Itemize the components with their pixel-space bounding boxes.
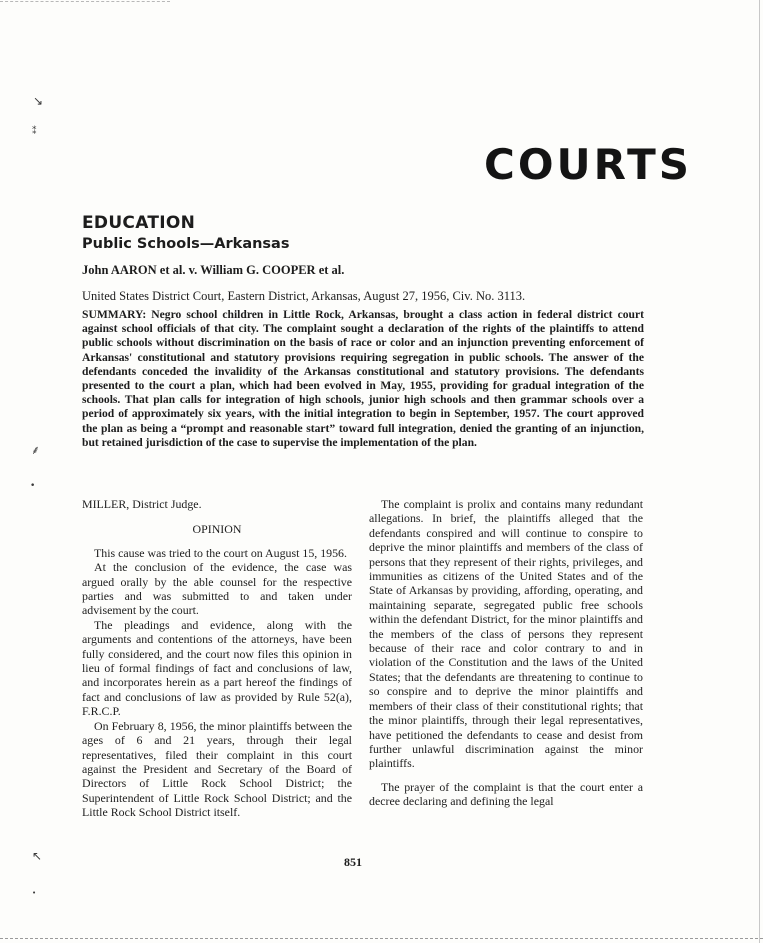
page-edge-line [759, 0, 760, 943]
opinion-paragraph: The prayer of the complaint is that the court enter a decree declaring and defining the legal [369, 779, 643, 809]
opinion-right-column [369, 497, 643, 809]
case-title: John AARON et al. v. William G. COOPER et al. [82, 263, 345, 277]
opinion-paragraph: At the conclusion of the evidence, the case was argued orally by the able counsel for the respective parties and was submitted to and taken under advisement by the court. [82, 560, 352, 618]
case-summary: SUMMARY: Negro school children in Little Rock, Arkansas, brought a class action in federal district court against school officials of that city. The complaint sought a declaration of the rights of the plaintiffs to attend public schools without discrimination on the basis of race or color and an injunction preventing enforcement of Arkansas' constitutional and statutory provisions requiring segregation in public schools. The answer of the defendants conceded the invalidity of the Arkansas constitutional and statutory provisions. The defendants presented to the court a plan, which had been evolved in May, 1955, providing for gradual integration of the schools. That plan calls for integration of high schools, junior high schools and then grammar schools over a period of approximately six years, with the initial integration to begin in September, 1957. The court approved the plan as being a “prompt and reasonable start” toward full integration, denied the granting of an injunction, but retained jurisdiction of the case to supervise the implementation of the plan. [82, 308, 644, 449]
scan-mark: • [30, 481, 36, 491]
opinion-paragraph: The complaint is prolix and contains many redundant allegations. In brief, the plaintiffs alleged that the defendants conspired and will continue to conspire to deprive the minor plaintiffs and members of the class of persons that they represent of their rights, privileges, and immunities as citizens of the United States and of the State of Arkansas by providing, affording, operating, and maintaining separate, segregated public free schools within the defendant District, for the minor plaintiffs and the members of the class of persons they represent because of their race and color contrary to and in violation of the Constitution and the laws of the United States; that the defendants are threatening to continue to so conspire and to deprive the minor plaintiffs and members of their class of their constitutional rights; that the minor plaintiffs, through their legal representatives, have petitioned the defendants to cease and desist from further unlawful discrimination against the minor plaintiffs. [369, 497, 643, 771]
opinion-paragraph: The pleadings and evidence, along with the arguments and contentions of the attorneys, have been fully considered, and the court now files this opinion in lieu of formal findings of fact and conclusions of law, and incorporates herein as a part hereof the findings of fact and conclusions of law as provided by Rule 52(a), F.R.C.P. [82, 617, 352, 719]
top-dashed-rule [0, 1, 170, 2]
judge-line: MILLER, District Judge. [82, 497, 202, 511]
bottom-dashed-rule [0, 938, 763, 939]
opinion-paragraph: On February 8, 1956, the minor plaintiffs between the ages of 6 and 21 years, through their legal representatives, filed their complaint in this court against the President and Secretary of the Board of Directors of Little Rock School District; the Superintendent of Little Rock School District; and the Little Rock School District itself. [82, 718, 352, 820]
scan-mark: ⁑ [32, 127, 37, 137]
scan-mark: ↘ [33, 94, 44, 108]
scan-mark: • [32, 889, 37, 897]
topic-subtitle: Public Schools—Arkansas [82, 236, 290, 252]
opinion-paragraph: This cause was tried to the court on August 15, 1956. [94, 545, 347, 560]
topic-title: EDUCATION [82, 213, 196, 233]
opinion-left-column [82, 497, 352, 820]
scan-mark: ⸙ [31, 443, 41, 457]
scan-mark: ↖ [32, 849, 43, 863]
section-heading: COURTS [484, 140, 692, 189]
page-number: 851 [344, 855, 362, 869]
court-citation: United States District Court, Eastern District, Arkansas, August 27, 1956, Civ. No. 3113. [82, 289, 526, 303]
opinion-heading: OPINION [192, 522, 242, 537]
